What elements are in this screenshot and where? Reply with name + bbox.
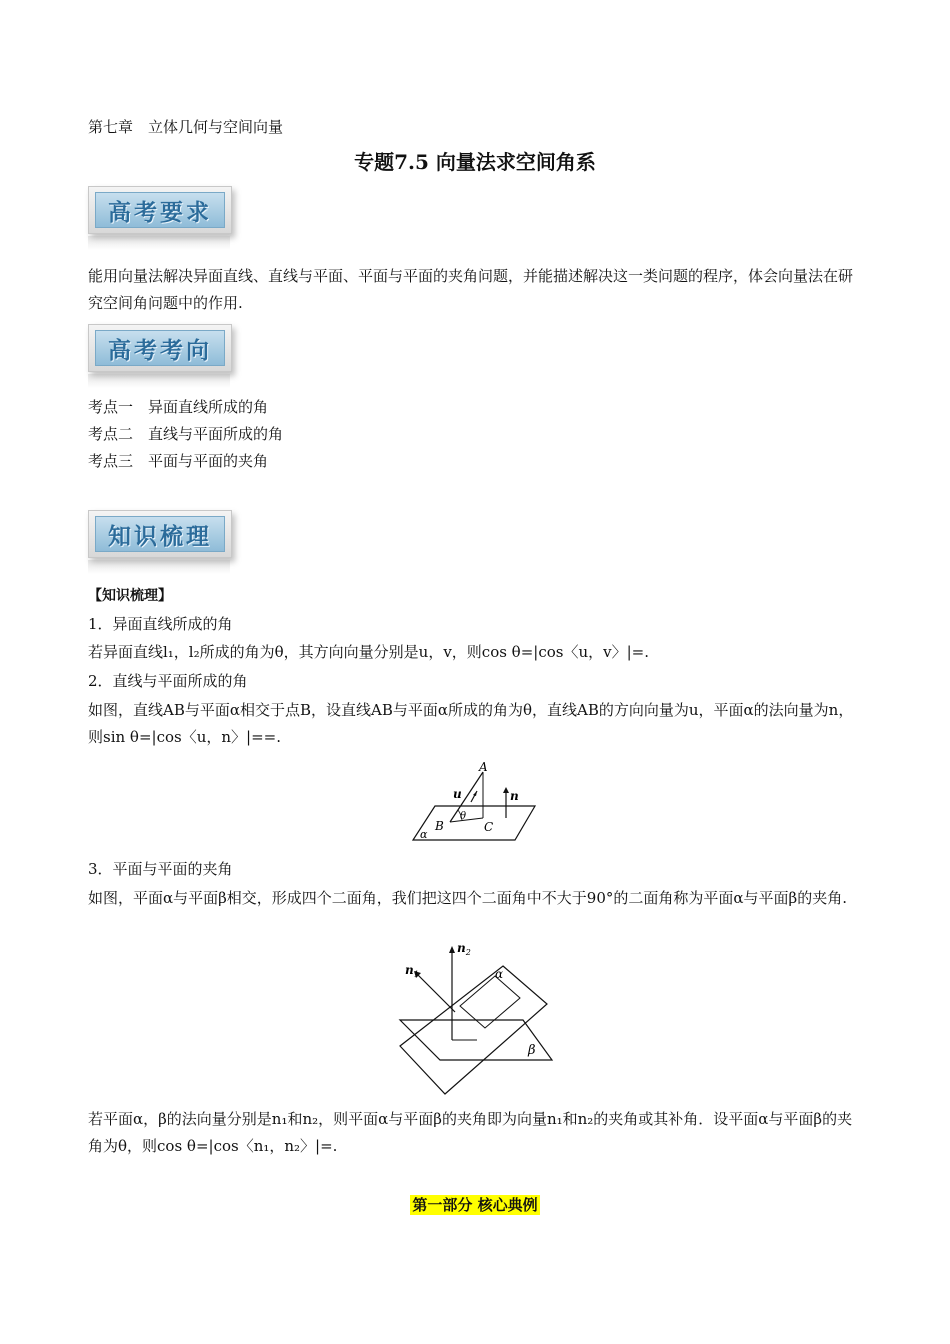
- requirements-text: 能用向量法解决异面直线、直线与平面、平面与平面的夹角问题，并能描述解决这一类问题的程序，体会向量法在研究空间角问题中的作用.: [88, 267, 854, 312]
- figure-two-planes: [395, 938, 560, 1098]
- exam-point-3: 考点三 平面与平面的夹角: [88, 452, 269, 470]
- label-n: n: [510, 789, 519, 803]
- banner-knowledge: [88, 510, 232, 558]
- item1-text: 若异面直线l₁，l₂所成的角为θ，其方向向量分别是u，v，则cos θ=|cos〈u，v〉|=.: [88, 643, 649, 661]
- item1-title: 1．异面直线所成的角: [88, 615, 233, 633]
- chapter-label: 第七章 立体几何与空间向量: [88, 118, 284, 136]
- vector-n-arrow: [503, 787, 509, 793]
- vector-u-arrow: [473, 791, 477, 796]
- plane-alpha: [413, 806, 535, 840]
- page-title: 专题7.5 向量法求空间角系: [354, 150, 596, 174]
- label-A: A: [479, 760, 488, 774]
- line-BC: [450, 818, 483, 822]
- label-C: C: [484, 820, 494, 834]
- exam-point-2: 考点二 直线与平面所成的角: [88, 425, 284, 443]
- label-beta: β: [528, 1043, 536, 1058]
- banner-knowledge-label: 知识梳理: [95, 516, 225, 552]
- label-alpha: α: [420, 828, 428, 841]
- banner-reflection: [88, 236, 230, 250]
- knowledge-heading: 【知识梳理】: [88, 588, 172, 604]
- banner-direction-label: 高考考向: [95, 330, 225, 366]
- label-n2: $n_2$: [457, 941, 471, 957]
- item2-text: 如图，直线AB与平面α相交于点B，设直线AB与平面α所成的角为θ，直线AB的方向向量为u，平面α的法向量为n，则sin θ=|cos〈u，n〉|==.: [88, 701, 854, 746]
- banner-direction: [88, 324, 232, 372]
- banner-requirements: [88, 186, 232, 234]
- vector-n2-arrow: [449, 946, 455, 953]
- banner-requirements-label: 高考要求: [95, 192, 225, 228]
- label-u: u: [453, 787, 462, 801]
- item3-text: 如图，平面α与平面β相交，形成四个二面角，我们把这四个二面角中不大于90°的二面角称为平面α与平面β的夹角.: [88, 889, 847, 907]
- banner-reflection: [88, 560, 230, 574]
- figure-line-plane: [405, 758, 545, 844]
- exam-point-1: 考点一 异面直线所成的角: [88, 398, 269, 416]
- label-theta: θ: [460, 811, 467, 822]
- label-n1: $n_1$: [405, 963, 419, 979]
- item3-text2: 若平面α，β的法向量分别是n₁和n₂，则平面α与平面β的夹角即为向量n₁和n₂的夹角或其补角．设平面α与平面β的夹角为θ，则cos θ=|cos〈n₁，n₂〉|=.: [88, 1110, 853, 1155]
- label-alpha: α: [495, 967, 504, 981]
- section-heading-label: 第一部分 核心典例: [412, 1196, 538, 1214]
- item2-title: 2．直线与平面所成的角: [88, 672, 248, 690]
- item3-title: 3．平面与平面的夹角: [88, 860, 233, 878]
- vector-n1: [417, 974, 455, 1012]
- label-B: B: [435, 819, 444, 833]
- banner-reflection: [88, 374, 230, 388]
- plane-alpha: [400, 966, 547, 1094]
- section-heading: [0, 1194, 950, 1215]
